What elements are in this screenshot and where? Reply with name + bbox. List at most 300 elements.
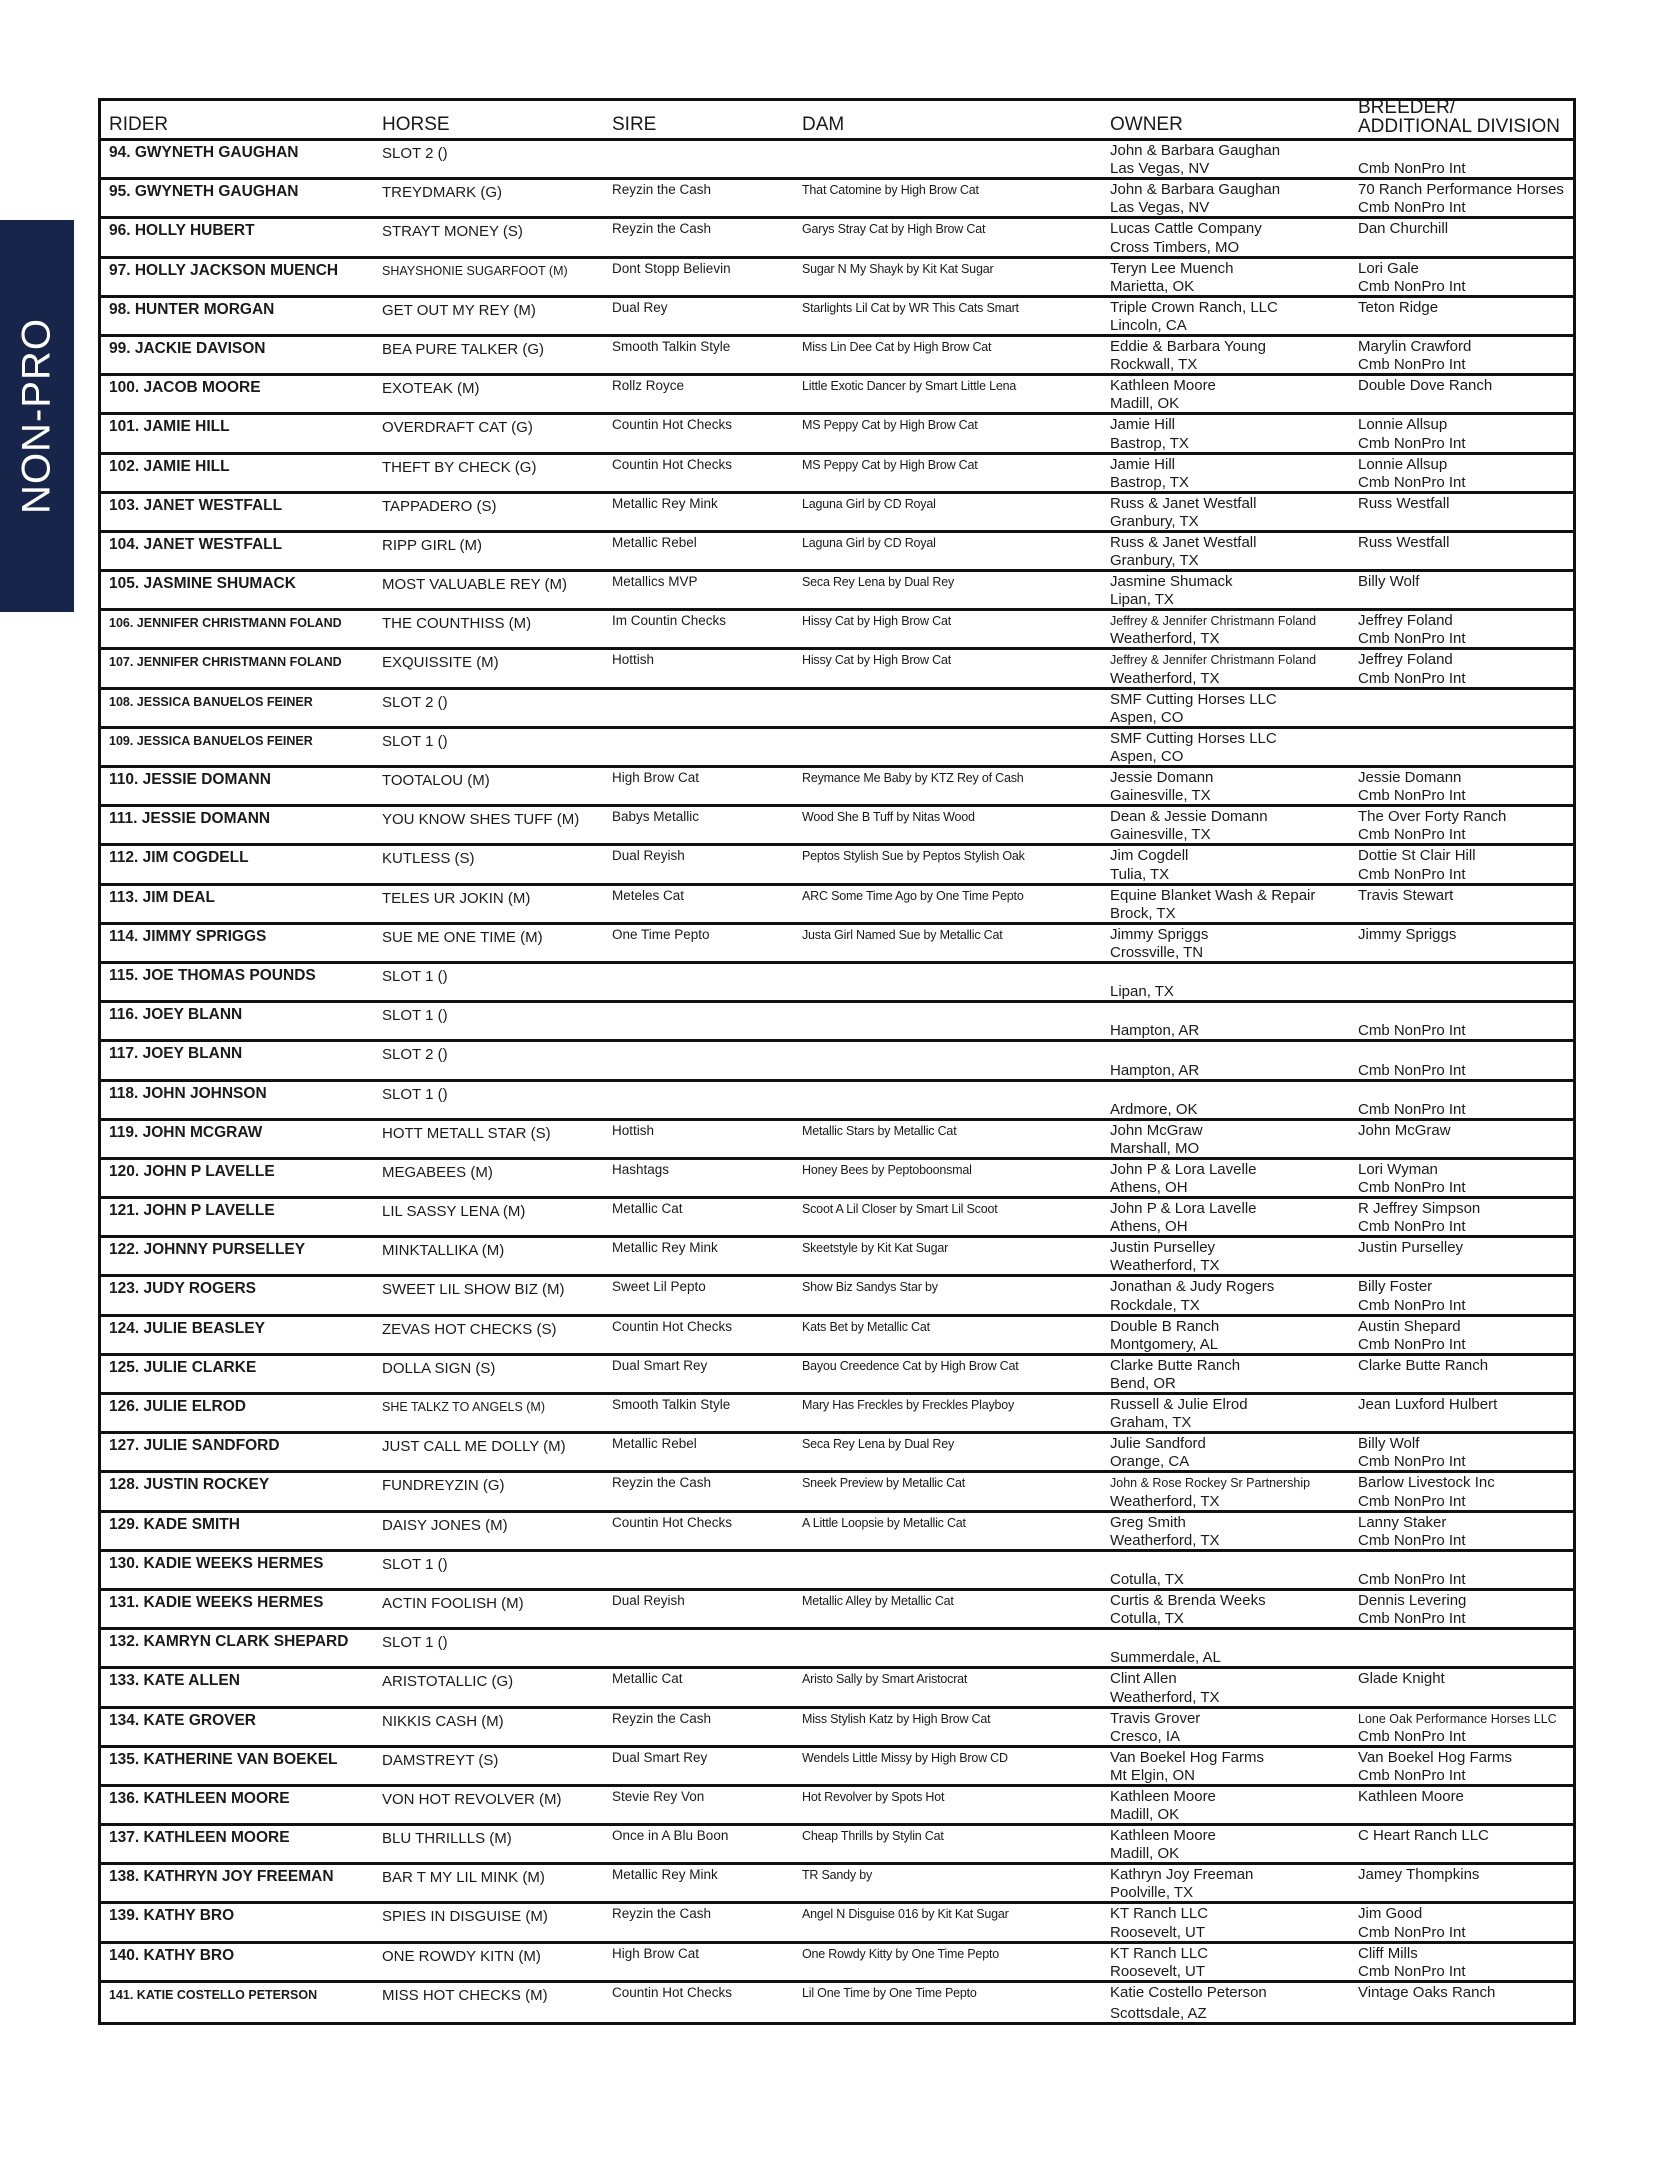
table-row [101, 1317, 1573, 1356]
breeder-name: Kathleen Moore [1358, 1787, 1464, 1805]
rider-cell: 106. JENNIFER CHRISTMANN FOLAND [109, 616, 342, 631]
owner-name: SMF Cutting Horses LLC [1110, 729, 1277, 747]
breeder-cell [1350, 846, 1573, 882]
dam-cell: Wood She B Tuff by Nitas Wood [802, 810, 975, 825]
rider-cell: 121. JOHN P LAVELLE [109, 1202, 275, 1220]
owner-location: Crossville, TN [1110, 943, 1204, 961]
sire-cell: Sweet Lil Pepto [612, 1279, 706, 1295]
sire-cell [604, 1630, 794, 1666]
owner-name: Van Boekel Hog Farms [1110, 1748, 1264, 1766]
breeder-name: Jamey Thompkins [1358, 1866, 1480, 1884]
owner-name: Jasmine Shumack [1110, 573, 1233, 591]
horse-cell: HOTT METALL STAR (S) [382, 1124, 551, 1142]
table-row [101, 1277, 1573, 1316]
owner-location: Mt Elgin, ON [1110, 1766, 1196, 1784]
owner-cell [1102, 376, 1350, 412]
table-row [101, 572, 1573, 611]
table-row [101, 846, 1573, 885]
sire-cell [604, 1003, 794, 1039]
additional-division: Cmb NonPro Int [1358, 1022, 1466, 1040]
owner-location: Athens, OH [1110, 1218, 1188, 1236]
dam-cell: Kats Bet by Metallic Cat [802, 1319, 930, 1334]
dam-cell: Metallic Alley by Metallic Cat [802, 1593, 954, 1608]
owner-location: Cross Timbers, MO [1110, 238, 1240, 256]
owner-cell [1102, 690, 1350, 726]
breeder-cell [1350, 1709, 1573, 1745]
table-row [101, 1865, 1573, 1904]
table-row [101, 1944, 1573, 1983]
horse-cell: TOOTALOU (M) [382, 772, 490, 789]
breeder-name: Lanny Staker [1358, 1513, 1447, 1531]
owner-name: John & Barbara Gaughan [1110, 181, 1281, 199]
additional-division: Cmb NonPro Int [1358, 1727, 1466, 1745]
dam-cell: Hissy Cat by High Brow Cat [802, 653, 952, 668]
additional-division: Cmb NonPro Int [1358, 356, 1466, 374]
breeder-cell [1350, 1082, 1573, 1118]
additional-division: Cmb NonPro Int [1358, 199, 1466, 217]
additional-division: Cmb NonPro Int [1358, 1531, 1466, 1549]
table-row [101, 141, 1573, 180]
owner-name: Equine Blanket Wash & Repair [1110, 886, 1316, 904]
rider-cell: 136. KATHLEEN MOORE [109, 1789, 290, 1807]
table-row [101, 611, 1573, 650]
owner-location: Weatherford, TX [1110, 1492, 1220, 1510]
rider-cell: 129. KADE SMITH [109, 1515, 240, 1533]
owner-cell [1102, 1042, 1350, 1078]
breeder-cell [1350, 415, 1573, 451]
dam-cell: Honey Bees by Peptoboonsmal [802, 1162, 972, 1177]
table-row [101, 1003, 1573, 1042]
breeder-cell [1350, 337, 1573, 373]
horse-cell: THE COUNTHISS (M) [382, 615, 532, 633]
rider-cell: 140. KATHY BRO [109, 1946, 235, 1964]
owner-name: Jamie Hill [1110, 416, 1176, 434]
owner-cell [1102, 533, 1350, 569]
breeder-cell [1350, 572, 1573, 608]
rider-cell: 104. JANET WESTFALL [109, 535, 283, 553]
table-row [101, 1591, 1573, 1630]
owner-cell [1102, 1748, 1350, 1784]
breeder-cell [1350, 650, 1573, 686]
owner-name: Kathryn Joy Freeman [1110, 1866, 1254, 1884]
breeder-name: Lone Oak Performance Horses LLC [1358, 1711, 1557, 1726]
sire-cell: Once in A Blu Boon [612, 1828, 729, 1844]
rider-cell: 123. JUDY ROGERS [109, 1280, 257, 1298]
sire-cell: Dual Smart Rey [612, 1749, 708, 1765]
owner-location: Montgomery, AL [1110, 1335, 1219, 1353]
owner-location: Aspen, CO [1110, 748, 1184, 765]
owner-cell [1102, 925, 1350, 961]
rider-cell: 138. KATHRYN JOY FREEMAN [109, 1868, 334, 1886]
table-row [101, 1904, 1573, 1943]
sire-cell [604, 964, 794, 1000]
dam-cell [794, 1552, 1102, 1588]
owner-cell [1102, 1082, 1350, 1118]
owner-name: Triple Crown Ranch, LLC [1110, 298, 1278, 316]
dam-cell: Little Exotic Dancer by Smart Little Lena [802, 379, 1017, 394]
dam-cell: Miss Lin Dee Cat by High Brow Cat [802, 339, 992, 354]
owner-cell [1102, 1630, 1350, 1666]
additional-division: Cmb NonPro Int [1358, 1218, 1466, 1236]
breeder-cell [1350, 1160, 1573, 1196]
rider-cell: 125. JULIE CLARKE [109, 1358, 257, 1376]
horse-cell: SWEET LIL SHOW BIZ (M) [382, 1281, 565, 1299]
sire-cell: Rollz Royce [612, 378, 685, 394]
breeder-cell [1350, 964, 1573, 1000]
breeder-cell [1350, 1591, 1573, 1627]
owner-name: Double B Ranch [1110, 1317, 1220, 1335]
horse-cell: SLOT 1 () [382, 1085, 448, 1103]
rider-cell: 102. JAMIE HILL [109, 457, 230, 475]
breeder-name: Dennis Levering [1358, 1591, 1467, 1609]
rider-cell: 118. JOHN JOHNSON [109, 1084, 267, 1102]
rider-cell: 114. JIMMY SPRIGGS [109, 927, 267, 945]
horse-cell: SLOT 1 () [382, 732, 448, 750]
dam-cell [794, 1003, 1102, 1039]
horse-cell: SLOT 2 () [382, 693, 448, 711]
breeder-name: Jeffrey Foland [1358, 651, 1453, 669]
owner-cell [1102, 1473, 1350, 1509]
dam-cell [794, 729, 1102, 765]
additional-division: Cmb NonPro Int [1358, 630, 1466, 648]
sire-cell [604, 729, 794, 765]
rider-cell: 96. HOLLY HUBERT [109, 222, 255, 240]
owner-name: Jamie Hill [1110, 455, 1176, 473]
owner-location: Lincoln, CA [1110, 316, 1187, 334]
breeder-name: Billy Foster [1358, 1278, 1433, 1296]
owner-cell [1102, 1434, 1350, 1470]
additional-division: Cmb NonPro Int [1358, 1296, 1466, 1314]
header-owner: OWNER [1110, 114, 1183, 135]
dam-cell: Sugar N My Shayk by Kit Kat Sugar [802, 261, 994, 276]
breeder-cell [1350, 1003, 1573, 1039]
owner-cell [1102, 1160, 1350, 1196]
horse-cell: TREYDMARK (G) [382, 184, 502, 202]
header-breeder-line1: BREEDER/ [1358, 101, 1456, 118]
table-row [101, 219, 1573, 258]
additional-division: Cmb NonPro Int [1358, 473, 1466, 491]
horse-cell: MOST VALUABLE REY (M) [382, 576, 568, 594]
dam-cell: Lil One Time by One Time Pepto [802, 1985, 977, 2000]
horse-cell: SLOT 2 () [382, 1046, 448, 1064]
sire-cell [604, 1552, 794, 1588]
owner-name: Russell & Julie Elrod [1110, 1396, 1248, 1413]
rider-cell: 113. JIM DEAL [109, 888, 215, 906]
breeder-name: Glade Knight [1358, 1670, 1445, 1688]
header-dam: DAM [802, 114, 845, 135]
additional-division: Cmb NonPro Int [1358, 1766, 1466, 1784]
table-body [101, 141, 1573, 2022]
owner-location: Rockdale, TX [1110, 1296, 1200, 1314]
additional-division: Cmb NonPro Int [1358, 1100, 1466, 1118]
sire-cell: Dual Reyish [612, 848, 685, 864]
dam-cell: Sneek Preview by Metallic Cat [802, 1476, 966, 1491]
owner-name: John & Rose Rockey Sr Partnership [1110, 1476, 1311, 1491]
sire-cell: Dual Reyish [612, 1592, 685, 1608]
owner-cell [1102, 846, 1350, 882]
rider-cell: 105. JASMINE SHUMACK [109, 575, 296, 593]
owner-cell [1102, 337, 1350, 373]
sire-cell: Im Countin Checks [612, 613, 727, 629]
breeder-name: Jessie Domann [1358, 769, 1462, 786]
rider-cell: 135. KATHERINE VAN BOEKEL [109, 1750, 338, 1768]
owner-location: Summerdale, AL [1110, 1649, 1221, 1667]
rider-cell: 98. HUNTER MORGAN [109, 300, 275, 318]
additional-division: Cmb NonPro Int [1358, 787, 1466, 805]
rider-cell: 132. KAMRYN CLARK SHEPARD [109, 1633, 349, 1651]
rider-cell: 110. JESSIE DOMANN [109, 771, 271, 788]
breeder-name: Marylin Crawford [1358, 337, 1472, 355]
horse-cell: RIPP GIRL (M) [382, 536, 483, 554]
breeder-cell [1350, 494, 1573, 530]
rider-cell: 111. JESSIE DOMANN [109, 810, 271, 828]
breeder-cell [1350, 376, 1573, 412]
sire-cell: Dual Smart Rey [612, 1357, 708, 1373]
rider-cell: 130. KADIE WEEKS HERMES [109, 1554, 324, 1572]
header-rider: RIDER [109, 114, 169, 135]
owner-cell [1102, 886, 1350, 922]
horse-cell: JUST CALL ME DOLLY (M) [382, 1438, 566, 1456]
breeder-cell [1350, 1748, 1573, 1784]
owner-cell [1102, 1238, 1350, 1274]
owner-name: John McGraw [1110, 1121, 1203, 1139]
dam-cell [794, 1630, 1102, 1666]
table-row [101, 1552, 1573, 1591]
breeder-cell [1350, 1826, 1573, 1862]
horse-cell: MEGABEES (M) [382, 1163, 493, 1181]
breeder-name: Jean Luxford Hulbert [1358, 1396, 1498, 1413]
breeder-cell [1350, 259, 1573, 295]
dam-cell: Bayou Creedence Cat by High Brow Cat [802, 1358, 1019, 1373]
table-row [101, 690, 1573, 729]
owner-cell [1102, 1277, 1350, 1313]
table-row [101, 1356, 1573, 1395]
horse-cell: DOLLA SIGN (S) [382, 1359, 496, 1377]
owner-cell [1102, 1826, 1350, 1862]
section-tab [0, 220, 74, 612]
rider-cell: 139. KATHY BRO [109, 1907, 235, 1925]
dam-cell: Peptos Stylish Sue by Peptos Stylish Oak [802, 849, 1025, 864]
breeder-name: Lonnie Allsup [1358, 455, 1448, 473]
owner-location: Hampton, AR [1110, 1022, 1200, 1040]
additional-division: Cmb NonPro Int [1358, 1492, 1466, 1510]
sire-cell: Countin Hot Checks [612, 1318, 733, 1334]
dam-cell: Wendels Little Missy by High Brow CD [802, 1750, 1008, 1765]
breeder-name: C Heart Ranch LLC [1358, 1827, 1489, 1845]
sire-cell: Hottish [612, 652, 655, 668]
breeder-name: Justin Purselley [1358, 1239, 1464, 1257]
owner-name: Jim Cogdell [1110, 847, 1189, 865]
sire-cell: High Brow Cat [612, 1945, 700, 1961]
owner-cell [1102, 807, 1350, 843]
breeder-cell [1350, 1473, 1573, 1509]
horse-cell: ACTIN FOOLISH (M) [382, 1594, 524, 1612]
additional-division: Cmb NonPro Int [1358, 1610, 1466, 1628]
rider-cell: 108. JESSICA BANUELOS FEINER [109, 694, 313, 709]
breeder-name: John McGraw [1358, 1121, 1451, 1139]
owner-cell [1102, 1395, 1350, 1431]
dam-cell: Justa Girl Named Sue by Metallic Cat [802, 927, 1003, 942]
table-row [101, 729, 1573, 768]
owner-location: Scottsdale, AZ [1110, 2005, 1207, 2022]
dam-cell: A Little Loopsie by Metallic Cat [802, 1515, 966, 1530]
rider-cell: 119. JOHN MCGRAW [109, 1123, 263, 1141]
owner-name: Clint Allen [1110, 1670, 1177, 1688]
table-row [101, 376, 1573, 415]
sire-cell: Metallic Cat [612, 1671, 683, 1687]
dam-cell: Miss Stylish Katz by High Brow Cat [802, 1711, 991, 1726]
dam-cell: MS Peppy Cat by High Brow Cat [802, 418, 978, 433]
owner-location: Cotulla, TX [1110, 1570, 1184, 1588]
sire-cell: Dont Stopp Believin [612, 260, 731, 276]
owner-name: Eddie & Barbara Young [1110, 337, 1266, 355]
owner-location: Roosevelt, UT [1110, 1962, 1206, 1980]
dam-cell: Aristo Sally by Smart Aristocrat [802, 1672, 968, 1687]
owner-location: Marshall, MO [1110, 1139, 1200, 1157]
breeder-cell [1350, 1238, 1573, 1274]
owner-location: Granbury, TX [1110, 552, 1199, 570]
breeder-name: Jeffrey Foland [1358, 612, 1453, 630]
owner-location: Tulia, TX [1110, 865, 1170, 883]
owner-cell [1102, 1199, 1350, 1235]
horse-cell: FUNDREYZIN (G) [382, 1477, 505, 1495]
dam-cell: Hot Revolver by Spots Hot [802, 1789, 945, 1804]
owner-name: Travis Grover [1110, 1709, 1201, 1727]
owner-location: Bastrop, TX [1110, 434, 1189, 452]
table-row [101, 494, 1573, 533]
owner-name: KT Ranch LLC [1110, 1944, 1209, 1962]
table-row [101, 415, 1573, 454]
sire-cell: Countin Hot Checks [612, 1514, 733, 1530]
dam-cell [794, 690, 1102, 726]
owner-location: Weatherford, TX [1110, 1257, 1220, 1275]
rider-cell: 97. HOLLY JACKSON MUENCH [109, 261, 339, 279]
owner-name: Clarke Butte Ranch [1110, 1356, 1241, 1374]
sire-cell: Metallics MVP [612, 574, 698, 590]
rider-cell: 99. JACKIE DAVISON [109, 339, 266, 357]
owner-name: Jessie Domann [1110, 769, 1214, 786]
breeder-cell [1350, 768, 1573, 804]
table-row [101, 650, 1573, 689]
rider-cell: 101. JAMIE HILL [109, 418, 230, 436]
owner-location: Madill, OK [1110, 1845, 1180, 1863]
breeder-cell [1350, 141, 1573, 177]
breeder-cell [1350, 533, 1573, 569]
breeder-name: Van Boekel Hog Farms [1358, 1748, 1512, 1766]
owner-location: Lipan, TX [1110, 591, 1174, 609]
owner-location: Lipan, TX [1110, 983, 1174, 1001]
owner-location: Las Vegas, NV [1110, 160, 1210, 178]
additional-division: Cmb NonPro Int [1358, 1453, 1466, 1471]
sire-cell [604, 1042, 794, 1078]
owner-name: John & Barbara Gaughan [1110, 142, 1281, 159]
additional-division: Cmb NonPro Int [1358, 826, 1466, 844]
table-row [101, 533, 1573, 572]
rider-cell: 141. KATIE COSTELLO PETERSON [109, 1987, 318, 2002]
rider-cell: 116. JOEY BLANN [109, 1006, 243, 1024]
rider-cell: 103. JANET WESTFALL [109, 496, 283, 514]
sire-cell: Smooth Talkin Style [612, 338, 731, 354]
dam-cell: Metallic Stars by Metallic Cat [802, 1123, 957, 1138]
breeder-cell [1350, 886, 1573, 922]
owner-location: Madill, OK [1110, 395, 1180, 413]
breeder-cell [1350, 180, 1573, 216]
rider-cell: 109. JESSICA BANUELOS FEINER [109, 733, 313, 748]
owner-location: Madill, OK [1110, 1806, 1180, 1824]
table-row [101, 886, 1573, 925]
owner-location: Gainesville, TX [1110, 826, 1211, 844]
owner-cell [1102, 1356, 1350, 1392]
breeder-cell [1350, 807, 1573, 843]
dam-cell: That Catomine by High Brow Cat [802, 183, 979, 198]
sire-cell [604, 141, 794, 177]
breeder-cell [1350, 1944, 1573, 1980]
breeder-cell [1350, 690, 1573, 726]
breeder-name: Clarke Butte Ranch [1358, 1356, 1489, 1374]
owner-name: Jeffrey & Jennifer Christmann Foland [1110, 653, 1317, 668]
owner-cell [1102, 572, 1350, 608]
breeder-name: Dottie St Clair Hill [1358, 847, 1476, 865]
breeder-cell [1350, 1395, 1573, 1431]
owner-name: Kathleen Moore [1110, 1787, 1216, 1805]
rider-cell: 107. JENNIFER CHRISTMANN FOLAND [109, 655, 342, 670]
owner-cell [1102, 180, 1350, 216]
horse-cell: ARISTOTALLIC (G) [382, 1673, 514, 1691]
owner-name: Russ & Janet Westfall [1110, 494, 1257, 512]
dam-cell: Scoot A Lil Closer by Smart Lil Scoot [802, 1202, 998, 1217]
sire-cell [604, 1082, 794, 1118]
dam-cell: Garys Stray Cat by High Brow Cat [802, 222, 986, 237]
additional-division: Cmb NonPro Int [1358, 277, 1466, 295]
breeder-cell [1350, 1317, 1573, 1353]
breeder-name: Dan Churchill [1358, 220, 1449, 238]
horse-cell: TELES UR JOKIN (M) [382, 889, 531, 907]
owner-location: Marietta, OK [1110, 277, 1195, 295]
owner-location: Poolville, TX [1110, 1884, 1194, 1902]
horse-cell: DAISY JONES (M) [382, 1516, 508, 1534]
owner-name: Justin Purselley [1110, 1239, 1216, 1257]
rider-cell: 117. JOEY BLANN [109, 1045, 243, 1063]
owner-cell [1102, 964, 1350, 1000]
table-row [101, 1473, 1573, 1512]
breeder-name: Barlow Livestock Inc [1358, 1474, 1495, 1492]
table-row [101, 1630, 1573, 1669]
sire-cell: Hottish [612, 1122, 655, 1138]
breeder-cell [1350, 729, 1573, 765]
owner-location: Granbury, TX [1110, 512, 1199, 530]
dam-cell: Laguna Girl by CD Royal [802, 535, 936, 550]
owner-cell [1102, 1944, 1350, 1980]
breeder-name: Austin Shepard [1358, 1317, 1461, 1335]
rider-cell: 131. KADIE WEEKS HERMES [109, 1593, 324, 1611]
breeder-cell [1350, 455, 1573, 491]
owner-name: Russ & Janet Westfall [1110, 533, 1257, 551]
sire-cell: Countin Hot Checks [612, 456, 733, 472]
owner-cell [1102, 1591, 1350, 1627]
horse-cell: KUTLESS (S) [382, 850, 475, 868]
sire-cell: Meteles Cat [612, 887, 685, 903]
additional-division: Cmb NonPro Int [1358, 1061, 1466, 1079]
owner-name: Greg Smith [1110, 1513, 1186, 1531]
horse-cell: STRAYT MONEY (S) [382, 223, 523, 241]
owner-location: Cotulla, TX [1110, 1610, 1184, 1628]
sire-cell: Hashtags [612, 1161, 670, 1177]
dam-cell: Seca Rey Lena by Dual Rey [802, 575, 955, 590]
section-tab-label: NON-PRO [14, 318, 59, 514]
breeder-name: Russ Westfall [1358, 533, 1450, 551]
dam-cell: Laguna Girl by CD Royal [802, 496, 936, 511]
additional-division: Cmb NonPro Int [1358, 865, 1466, 883]
